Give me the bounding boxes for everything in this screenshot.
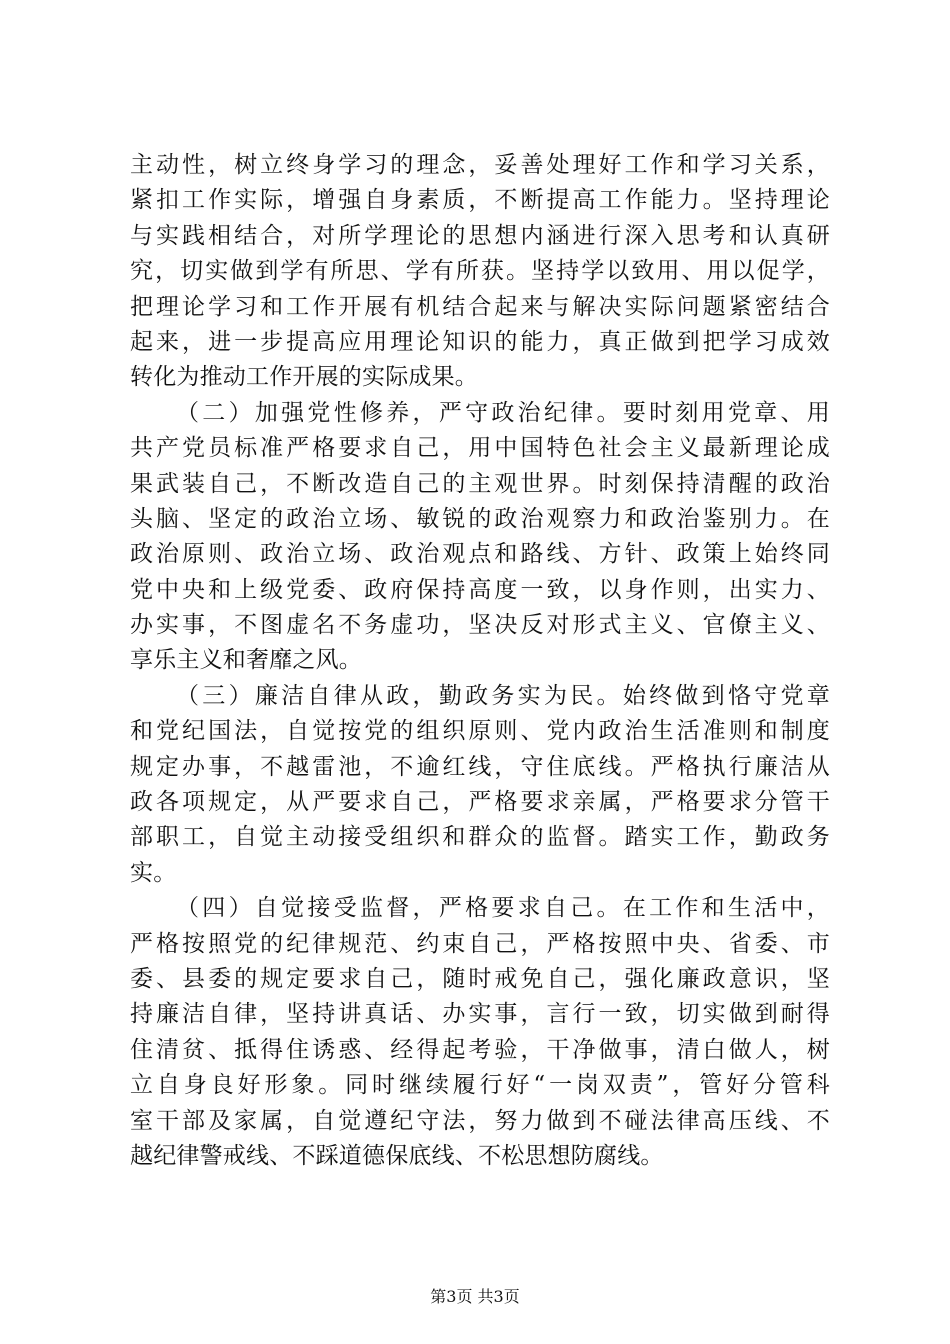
text-line: 究，切实做到学有所思、学有所获。坚持学以致用、用以促学， [130, 258, 830, 285]
text-line: 享乐主义和奢靡之风。 [130, 647, 362, 674]
text-line: 立自身良好形象。同时继续履行好“一岗双责”，管好分管科 [130, 1072, 830, 1099]
text-line: 持廉洁自律，坚持讲真话、办实事，言行一致，切实做到耐得 [130, 1001, 830, 1028]
text-line: 共产党员标准严格要求自己，用中国特色社会主义最新理论成 [130, 435, 830, 462]
text-line: 果武装自己，不断改造自己的主观世界。时刻保持清醒的政治 [130, 470, 830, 497]
text-line: 严格按照党的纪律规范、约束自己，严格按照中央、省委、市 [130, 930, 830, 957]
paragraph-1 [130, 148, 830, 396]
text-line: 办实事，不图虚名不务虚功，坚决反对形式主义、官僚主义、 [130, 612, 830, 639]
text-line: 政治原则、政治立场、政治观点和路线、方针、政策上始终同 [130, 541, 830, 568]
text-line: 实。 [130, 859, 177, 886]
paragraph-3 [130, 679, 830, 891]
text-line: 越纪律警戒线、不踩道德保底线、不松思想防腐线。 [130, 1142, 664, 1169]
paragraph-2 [130, 396, 830, 679]
text-line: 和党纪国法，自觉按党的组织原则、党内政治生活准则和制度 [130, 718, 830, 745]
text-line: （四）自觉接受监督，严格要求自己。在工作和生活中， [176, 895, 830, 922]
text-line: 把理论学习和工作开展有机结合起来与解决实际问题紧密结合 [130, 293, 830, 320]
document-body [130, 148, 830, 1174]
text-line: 委、县委的规定要求自己，随时戒免自己，强化廉政意识，坚 [130, 965, 830, 992]
text-line: 部职工，自觉主动接受组织和群众的监督。踏实工作，勤政务 [130, 824, 830, 851]
text-line: 转化为推动工作开展的实际成果。 [130, 364, 478, 391]
text-line: 室干部及家属，自觉遵纪守法，努力做到不碰法律高压线、不 [130, 1107, 830, 1134]
paragraph-4 [130, 891, 830, 1174]
text-line: 党中央和上级党委、政府保持高度一致，以身作则，出实力、 [130, 576, 830, 603]
text-line: 住清贫、抵得住诱惑、经得起考验，干净做事，清白做人，树 [130, 1036, 830, 1063]
text-line: 紧扣工作实际，增强自身素质，不断提高工作能力。坚持理论 [130, 187, 830, 214]
text-line: （二）加强党性修养，严守政治纪律。要时刻用党章、用 [176, 399, 830, 426]
text-line: 主动性，树立终身学习的理念，妥善处理好工作和学习关系， [130, 152, 830, 178]
text-line: （三）廉洁自律从政，勤政务实为民。始终做到恪守党章 [176, 682, 830, 709]
text-line: 起来，进一步提高应用理论知识的能力，真正做到把学习成效 [130, 328, 830, 355]
text-line: 头脑、坚定的政治立场、敏锐的政治观察力和政治鉴别力。在 [130, 505, 830, 532]
page-footer [0, 1284, 950, 1307]
text-line: 规定办事，不越雷池，不逾红线，守住底线。严格执行廉洁从 [130, 753, 830, 780]
text-line: 政各项规定，从严要求自己，严格要求亲属，严格要求分管干 [130, 789, 830, 816]
text-line: 与实践相结合，对所学理论的思想内涵进行深入思考和认真研 [130, 222, 830, 249]
page-number-label: 第3页 共3页 [430, 1287, 520, 1306]
